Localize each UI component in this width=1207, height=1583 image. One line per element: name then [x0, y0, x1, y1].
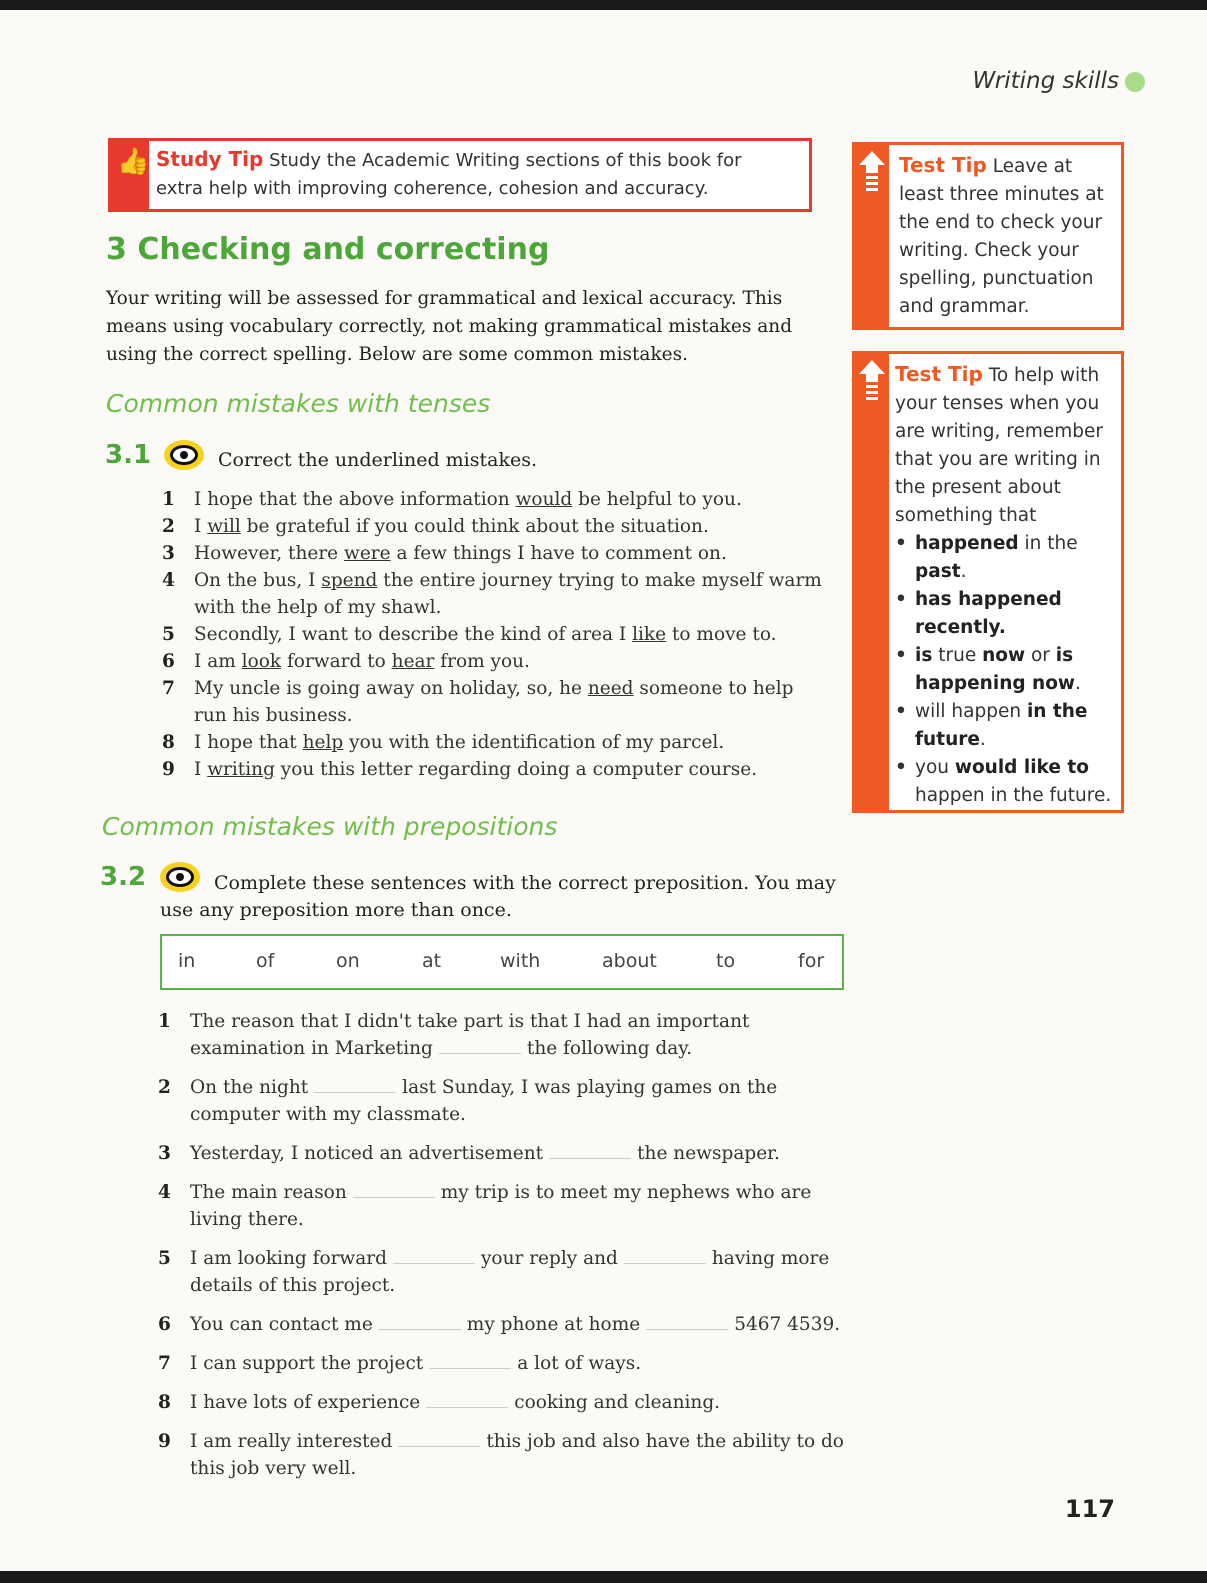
bold-text: has happened recently. — [915, 589, 1062, 638]
list-item — [158, 1074, 858, 1128]
item-text: On the bus, I — [194, 570, 322, 591]
list-item — [158, 1350, 858, 1377]
bullet-text: or — [1025, 645, 1056, 666]
bullet-text: you — [915, 757, 955, 778]
word-box-item: to — [716, 950, 736, 972]
underlined-mistake: were — [344, 543, 391, 564]
item-number: 2 — [162, 516, 175, 537]
word-box-item: in — [178, 950, 196, 972]
bullet-text: . — [960, 561, 967, 582]
bullet-text: . — [1075, 673, 1081, 694]
bullet-text: . — [979, 729, 986, 750]
item-text: However, there — [194, 543, 344, 564]
item-number: 4 — [162, 570, 175, 591]
item-number: 5 — [158, 1248, 171, 1269]
bold-text: past — [915, 561, 961, 582]
item-text: I hope that the above information — [194, 489, 516, 510]
scan-bottom-edge — [0, 1571, 1207, 1583]
item-number: 4 — [158, 1182, 171, 1203]
preposition-word-box — [160, 934, 844, 990]
underlined-mistake: spend — [321, 570, 378, 591]
scan-top-edge — [0, 0, 1207, 10]
item-text: last Sunday, I was playing games on the computer with my classmate. — [190, 1077, 778, 1125]
answer-blank — [353, 1179, 435, 1198]
section-dot-icon — [1125, 72, 1145, 92]
item-number: 8 — [158, 1392, 171, 1413]
test-tip-box-2 — [852, 351, 1124, 813]
item-number: 8 — [162, 732, 175, 753]
underlined-mistake: hear — [391, 651, 435, 672]
answer-blank — [439, 1035, 521, 1054]
tense-bullet — [915, 642, 1113, 698]
list-item — [158, 1311, 858, 1338]
item-text: from you. — [434, 651, 530, 672]
exercise-3-2-list — [158, 1008, 858, 1494]
exercise-3-1-list — [162, 486, 822, 783]
item-text: someone to help run his business. — [194, 678, 794, 726]
item-text: my trip is to meet my nephews who are living there. — [190, 1182, 812, 1230]
item-text: 5467 4539. — [734, 1314, 841, 1335]
item-text: the newspaper. — [637, 1143, 780, 1164]
item-text: the entire journey trying to make myself warm with the help of my shawl. — [194, 570, 822, 618]
bullet-text: in the — [1018, 533, 1078, 554]
item-text: I have lots of experience — [190, 1392, 421, 1413]
item-text: Secondly, I want to describe the kind of area I — [194, 624, 633, 645]
item-number: 1 — [162, 489, 175, 510]
underlined-mistake: need — [587, 678, 634, 699]
test-tip-box-1 — [852, 142, 1124, 330]
item-text: the following day. — [526, 1038, 693, 1059]
section-intro: Your writing will be assessed for grammatical and lexical accuracy. This means using vocabulary correctly, not making grammatical mistakes and using the correct spelling. Below are some common mistakes. — [106, 288, 793, 365]
test-tip-text: To help with your tenses when you are writing, remember that you are writing in the present about something that — [895, 365, 1104, 526]
list-item — [162, 675, 822, 729]
prepositions-heading: Common mistakes with prepositions — [102, 812, 558, 841]
item-text: My uncle is going away on holiday, so, he — [194, 678, 588, 699]
list-item — [158, 1389, 858, 1416]
list-item — [158, 1245, 858, 1299]
item-number: 3 — [162, 543, 175, 564]
item-text: I am really interested — [190, 1431, 393, 1452]
item-text: a few things I have to comment on. — [390, 543, 727, 564]
list-item — [162, 486, 822, 513]
bold-text: would like to — [954, 757, 1089, 778]
item-text: you with the identification of my parcel. — [343, 732, 725, 753]
arrow-up-icon — [859, 151, 885, 201]
tenses-heading: Common mistakes with tenses — [106, 389, 491, 418]
bold-text: in the future — [915, 701, 1088, 750]
study-tip-box — [108, 138, 812, 212]
underlined-mistake: like — [632, 624, 667, 645]
arrow-up-icon — [859, 360, 885, 410]
item-text: I — [194, 516, 208, 537]
list-item — [162, 513, 822, 540]
item-number: 3 — [158, 1143, 171, 1164]
item-text: you this letter regarding doing a computer course. — [274, 759, 758, 780]
item-text: The main reason — [190, 1182, 347, 1203]
answer-blank — [429, 1350, 511, 1369]
list-item — [162, 540, 822, 567]
item-number: 7 — [162, 678, 175, 699]
item-number: 9 — [158, 1431, 171, 1452]
underlined-mistake: would — [515, 489, 573, 510]
exercise-number-3-2: 3.2 — [100, 862, 147, 892]
item-text: I can support the project — [190, 1353, 424, 1374]
bold-text: is happening now — [915, 645, 1076, 694]
thumbs-up-icon: 👍 — [117, 147, 150, 177]
study-tip-text: Study the Academic Writing sections of this book for extra help with improving coherence, cohesion and accuracy. — [156, 150, 742, 199]
word-box-item: on — [336, 950, 360, 972]
bullet-text: true — [932, 645, 983, 666]
test-tip-label: Test Tip — [899, 153, 987, 177]
item-text: to move to. — [666, 624, 777, 645]
item-text: be helpful to you. — [572, 489, 742, 510]
tense-bullet — [915, 586, 1113, 642]
item-number: 5 — [162, 624, 175, 645]
item-text: a lot of ways. — [517, 1353, 642, 1374]
list-item — [158, 1140, 858, 1167]
tense-bullet — [915, 698, 1113, 754]
item-text: my phone at home — [466, 1314, 641, 1335]
item-number: 9 — [162, 759, 175, 780]
underlined-mistake: help — [302, 732, 344, 753]
item-text: On the night — [190, 1077, 309, 1098]
answer-blank — [549, 1140, 631, 1159]
word-box-item: about — [602, 950, 657, 972]
item-text: I am looking forward — [190, 1248, 387, 1269]
item-text: forward to — [281, 651, 392, 672]
list-item — [158, 1179, 858, 1233]
answer-blank — [314, 1074, 396, 1093]
item-text: I am — [194, 651, 242, 672]
page-number: 117 — [1064, 1495, 1115, 1523]
bold-text: now — [982, 645, 1026, 666]
item-text: cooking and cleaning. — [514, 1392, 721, 1413]
answer-blank — [398, 1428, 480, 1447]
list-item — [162, 648, 822, 675]
answer-blank — [393, 1245, 475, 1264]
tense-bullet — [915, 530, 1113, 586]
bold-text: is — [915, 645, 933, 666]
answer-blank — [646, 1311, 728, 1330]
item-number: 6 — [162, 651, 175, 672]
exercise-3-1-instruction: Correct the underlined mistakes. — [218, 449, 538, 471]
list-item — [162, 729, 822, 756]
underlined-mistake: will — [207, 516, 241, 537]
test-tip-text: Leave at least three minutes at the end to check your writing. Check your spelling, punctuation and grammar. — [899, 156, 1104, 317]
item-text: Yesterday, I noticed an advertisement — [190, 1143, 544, 1164]
study-tip-label: Study Tip — [156, 147, 264, 171]
list-item — [158, 1428, 858, 1482]
list-item — [162, 756, 822, 783]
exercise-number-3-1: 3.1 — [105, 440, 152, 470]
word-box-item: of — [256, 950, 275, 972]
bold-text: happened — [915, 533, 1019, 554]
item-text: be grateful if you could think about the situation. — [240, 516, 709, 537]
item-text: You can contact me — [190, 1314, 373, 1335]
item-number: 2 — [158, 1077, 171, 1098]
item-text: The reason that I didn't take part is that I had an important examination in Marketing — [190, 1011, 750, 1059]
list-item — [158, 1008, 858, 1062]
word-box-item: at — [422, 950, 442, 972]
item-number: 7 — [158, 1353, 171, 1374]
underlined-mistake: look — [241, 651, 282, 672]
eye-icon — [164, 440, 204, 470]
underlined-mistake: writing — [207, 759, 275, 780]
answer-blank — [426, 1389, 508, 1408]
item-text: having more details of this project. — [190, 1248, 830, 1296]
section-title: 3 Checking and correcting — [106, 232, 550, 267]
exercise-3-2-instruction: Complete these sentences with the correct preposition. You may use any preposition more than once. — [160, 872, 836, 921]
item-text: this job and also have the ability to do this job very well. — [190, 1431, 844, 1479]
answer-blank — [624, 1245, 706, 1264]
test-tip-label: Test Tip — [895, 362, 983, 386]
bullet-text: happen in the future. — [915, 785, 1112, 806]
item-number: 1 — [158, 1011, 171, 1032]
item-text: your reply and — [480, 1248, 618, 1269]
item-text: I — [194, 759, 208, 780]
word-box-item: for — [798, 950, 825, 972]
item-number: 6 — [158, 1314, 171, 1335]
running-head: Writing skills — [972, 68, 1119, 94]
answer-blank — [379, 1311, 461, 1330]
tense-bullet — [915, 754, 1113, 810]
word-box-item: with — [500, 950, 541, 972]
item-text: I hope that — [194, 732, 303, 753]
list-item — [162, 567, 822, 621]
list-item — [162, 621, 822, 648]
bullet-text: will happen — [915, 701, 1027, 722]
tense-bullet-list — [895, 530, 1113, 810]
